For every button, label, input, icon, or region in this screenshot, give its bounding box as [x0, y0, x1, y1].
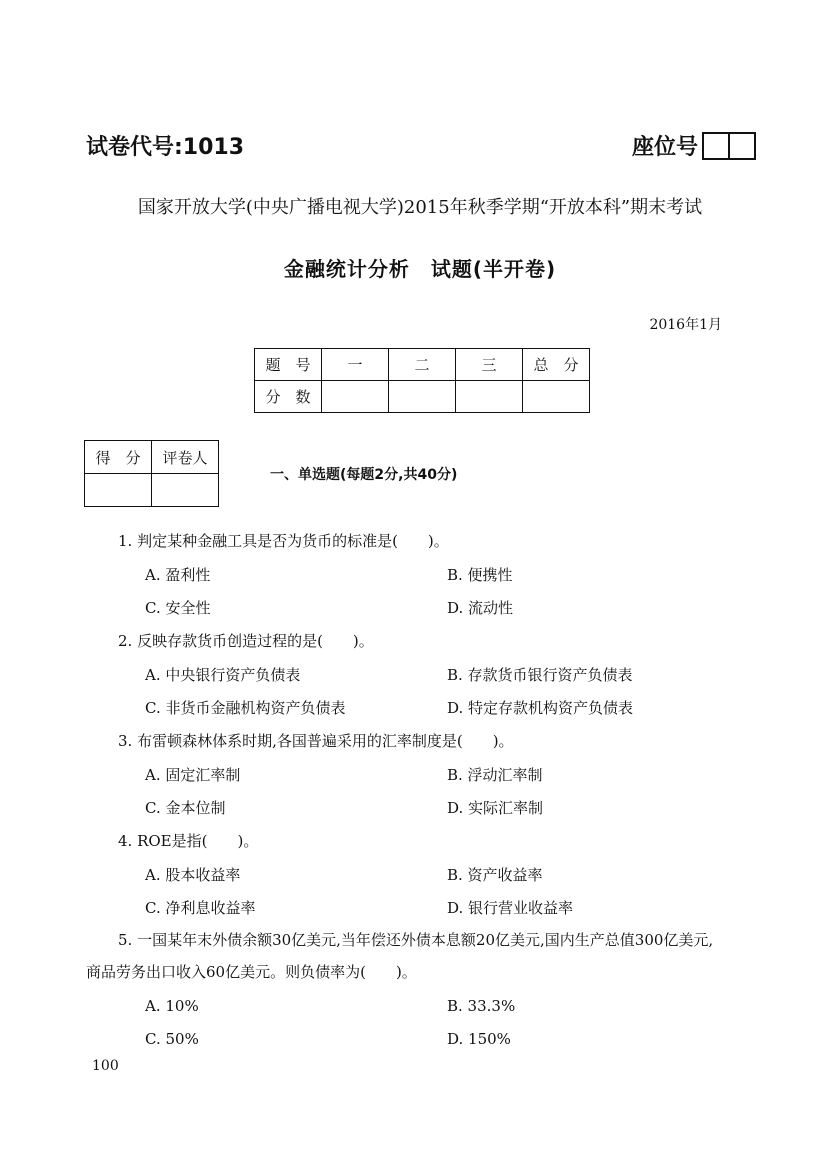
option: D. 实际汇率制	[447, 799, 544, 817]
score-cell-blank	[456, 381, 523, 413]
option: A. 中央银行资产负债表	[145, 666, 301, 684]
page-number: 100	[92, 1058, 119, 1074]
option: C. 金本位制	[145, 799, 226, 817]
option: C. 50%	[145, 1030, 199, 1048]
seat-number	[632, 130, 756, 161]
option: D. 银行营业收益率	[447, 899, 574, 917]
grader-cell: 得 分	[85, 441, 152, 474]
option: A. 股本收益率	[145, 866, 241, 884]
grader-table-header-row	[85, 441, 219, 474]
grader-table-blank-row	[85, 474, 219, 507]
score-cell: 总 分	[523, 349, 590, 381]
score-table-header-row	[255, 349, 590, 381]
option: D. 150%	[447, 1030, 511, 1048]
score-cell: 题 号	[255, 349, 322, 381]
option: B. 33.3%	[447, 997, 516, 1015]
option: A. 盈利性	[145, 566, 211, 584]
score-table	[254, 348, 590, 413]
option: D. 流动性	[447, 599, 514, 617]
question-stem: 3. 布雷顿森林体系时期,各国普遍采用的汇率制度是( )。	[118, 732, 514, 750]
question-stem: 1. 判定某种金融工具是否为货币的标准是( )。	[118, 532, 449, 550]
seat-box	[702, 132, 730, 160]
exam-header: 国家开放大学(中央广播电视大学)2015年秋季学期“开放本科”期末考试	[137, 197, 703, 218]
seat-box	[728, 132, 756, 160]
seat-label: 座位号	[632, 135, 699, 160]
option: B. 存款货币银行资产负债表	[447, 666, 633, 684]
option: B. 浮动汇率制	[447, 766, 543, 784]
score-cell-blank	[523, 381, 590, 413]
score-cell-blank	[389, 381, 456, 413]
score-cell: 分 数	[255, 381, 322, 413]
exam-code: 试卷代号:1013	[86, 135, 245, 160]
score-cell: 一	[322, 349, 389, 381]
score-cell: 二	[389, 349, 456, 381]
option: C. 安全性	[145, 599, 211, 617]
grader-table	[84, 440, 219, 507]
question-stem: 2. 反映存款货币创造过程的是( )。	[118, 632, 374, 650]
question-stem: 4. ROE是指( )。	[118, 832, 259, 850]
option: B. 便携性	[447, 566, 513, 584]
question-stem: 5. 一国某年末外债余额30亿美元,当年偿还外债本息额20亿美元,国内生产总值300亿美元,商品劳务出口收入60亿美元。则负债率为( )。	[86, 931, 714, 981]
score-table-value-row	[255, 381, 590, 413]
exam-date: 2016年1月	[649, 317, 722, 333]
option: A. 10%	[145, 997, 199, 1015]
grader-cell-blank	[85, 474, 152, 507]
option: C. 非货币金融机构资产负债表	[145, 699, 346, 717]
grader-cell: 评卷人	[152, 441, 219, 474]
option: B. 资产收益率	[447, 866, 543, 884]
grader-cell-blank	[152, 474, 219, 507]
option: D. 特定存款机构资产负债表	[447, 699, 634, 717]
score-cell-blank	[322, 381, 389, 413]
option: C. 净利息收益率	[145, 899, 256, 917]
score-cell: 三	[456, 349, 523, 381]
section-title: 一、单选题(每题2分,共40分)	[270, 467, 458, 483]
exam-title: 金融统计分析 试题(半开卷)	[283, 257, 557, 281]
option: A. 固定汇率制	[145, 766, 241, 784]
